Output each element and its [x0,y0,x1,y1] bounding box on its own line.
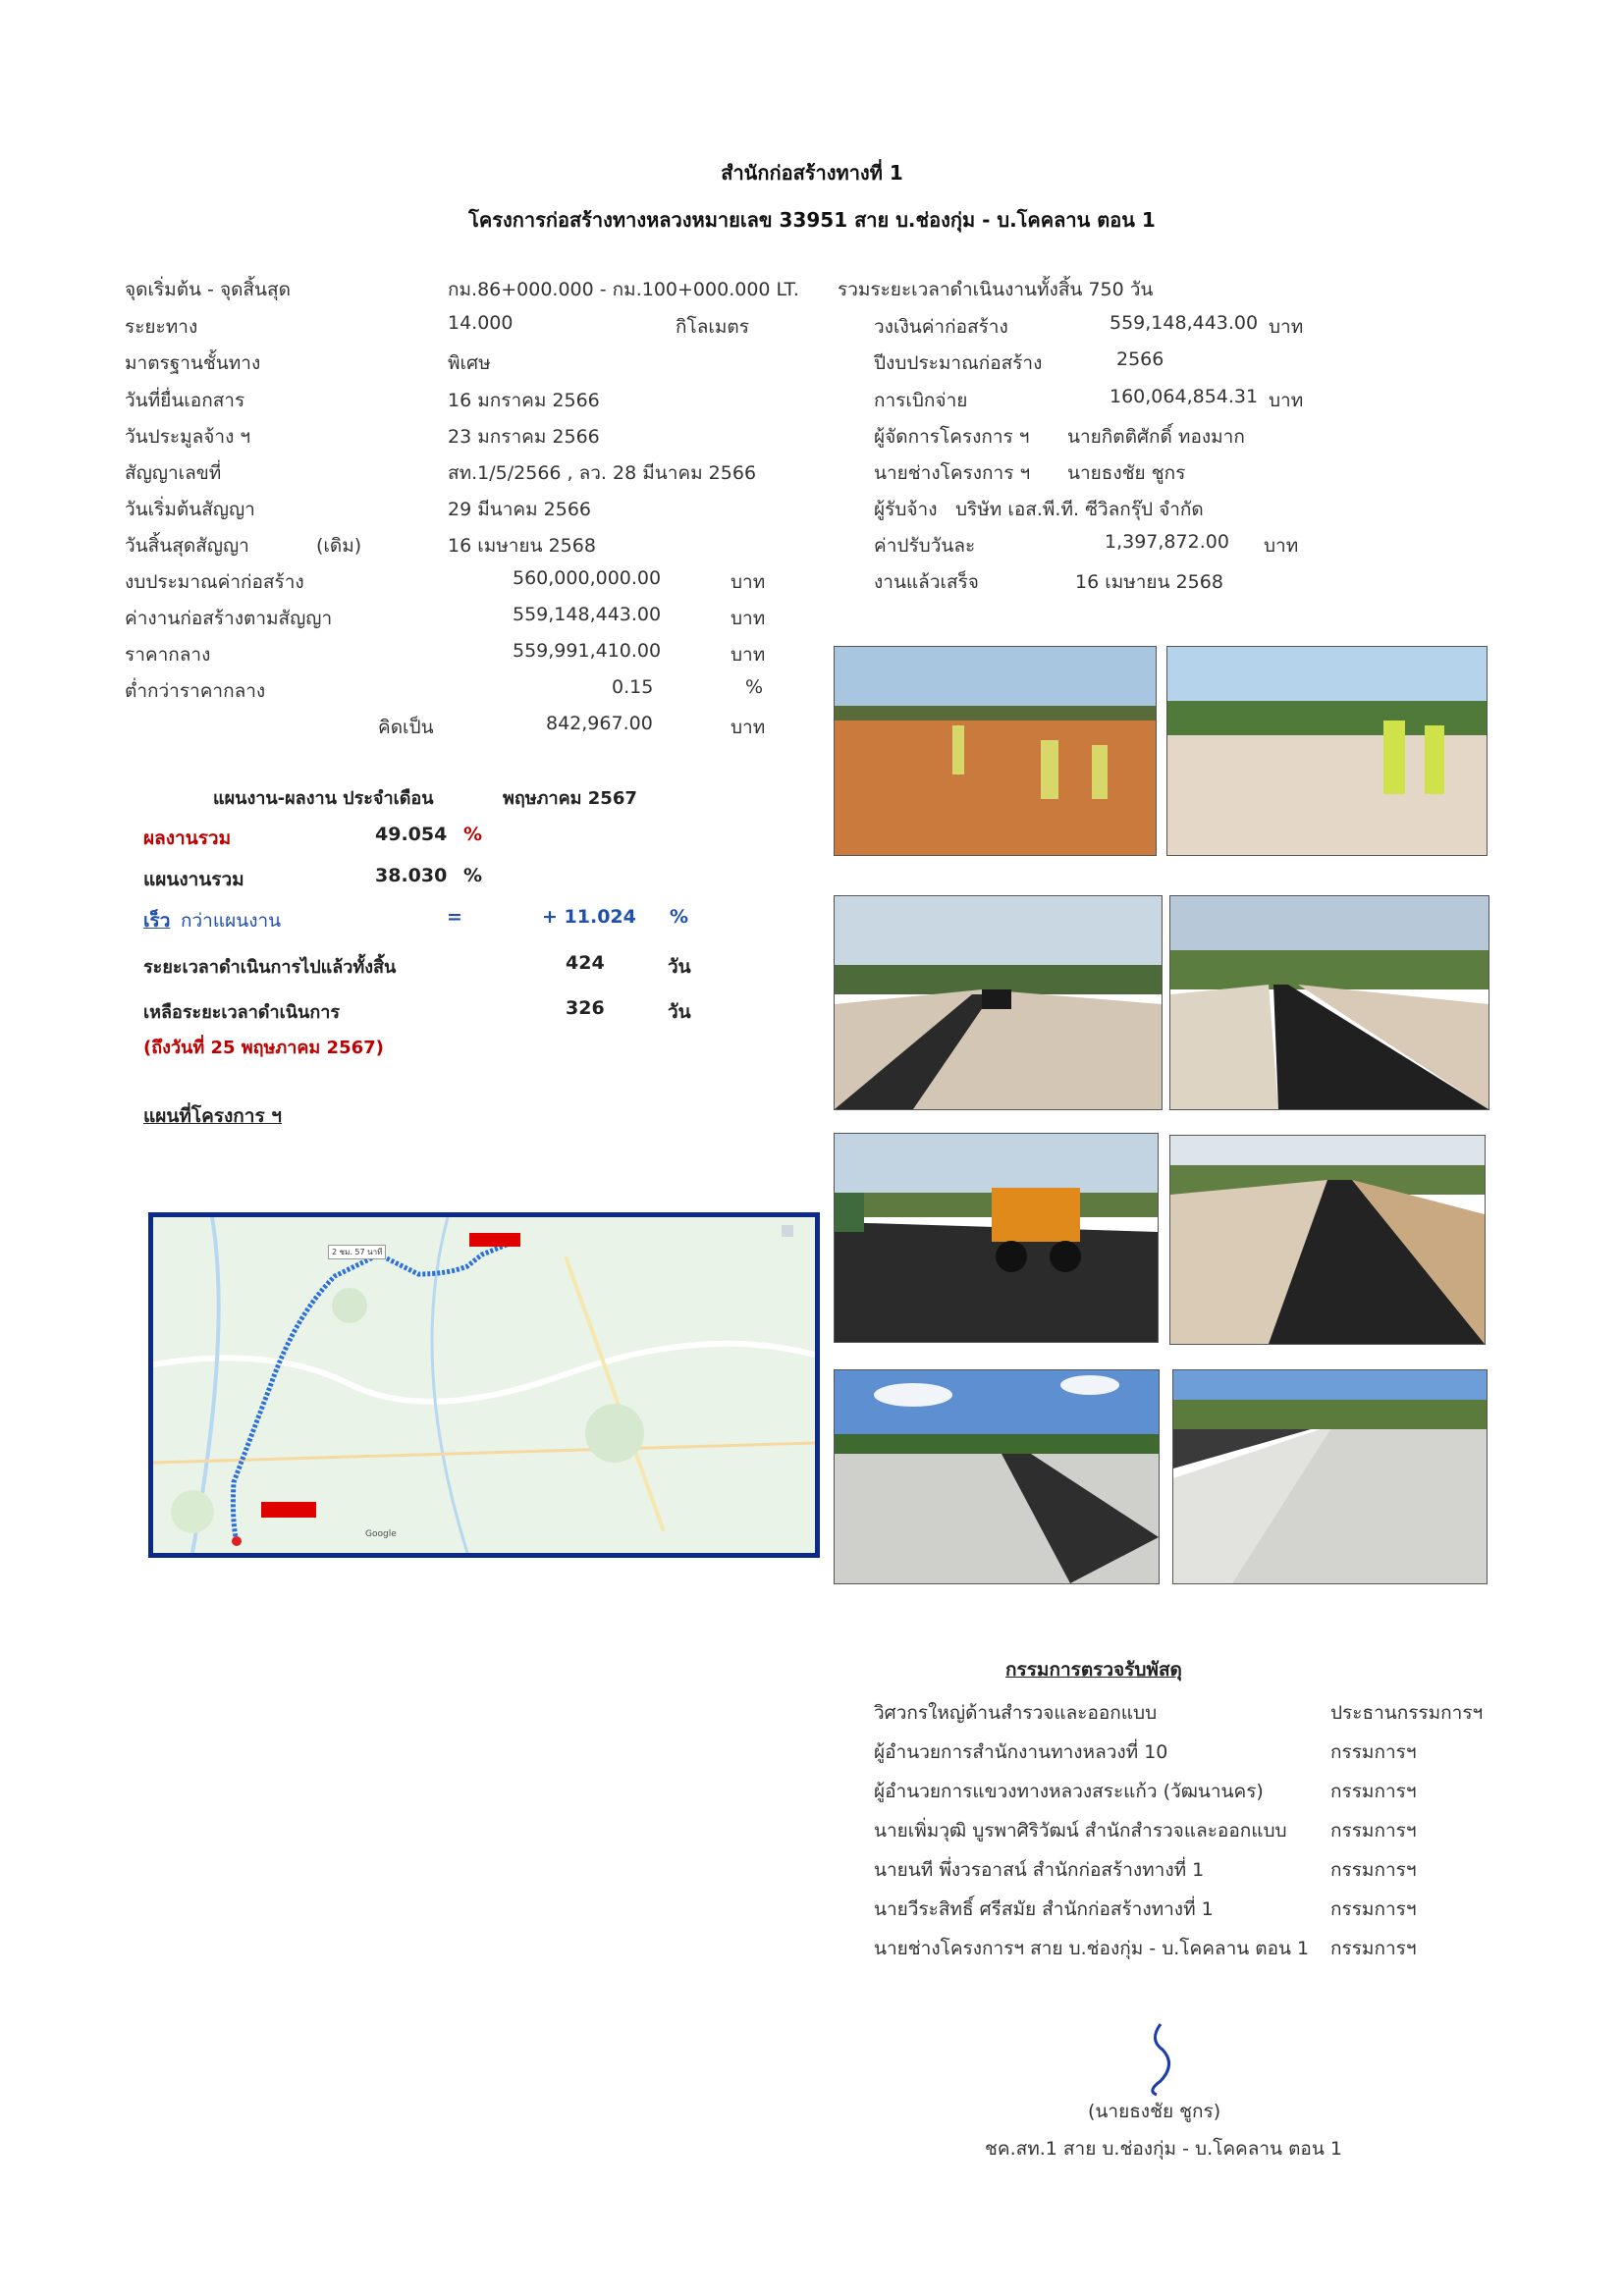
equivalent-value: 842,967.00 [546,713,653,734]
committee-heading: กรรมการตรวจรับพัสดุ [1005,1659,1182,1681]
photo-survey-2 [1166,646,1488,856]
daily-fine-value: 1,397,872.00 [1105,531,1229,553]
distance-value: 14.000 [448,312,514,334]
actual-label: ผลงานรวม [143,828,232,849]
actual-unit: % [463,824,483,845]
budget-construction-label: งบประมาณค่าก่อสร้าง [125,571,304,593]
plan-label: แผนงานรวม [143,869,244,890]
committee-member: นายวีระสิทธิ์ ศรีสมัย สำนักก่อสร้างทางที่ 1 [874,1898,1214,1920]
daily-fine-label: ค่าปรับวันละ [874,535,976,557]
project-map[interactable] [148,1212,820,1558]
project-engineer-label: นายช่างโครงการ ฯ [874,462,1031,484]
committee-member: นายนที พึ่งวรอาสน์ สำนักก่อสร้างทางที่ 1 [874,1859,1205,1881]
contract-cost-label: ค่างานก่อสร้างตามสัญญา [125,608,333,629]
contract-end-label: วันสิ้นสุดสัญญา [125,535,249,557]
contract-no-label: สัญญาเลขที่ [125,462,222,484]
committee-member: วิศวกรใหญ่ด้านสำรวจและออกแบบ [874,1702,1158,1724]
standard-label: มาตรฐานชั้นทาง [125,352,261,374]
photo-concrete [834,1369,1160,1584]
fast-label: กว่าแผนงาน [181,910,282,932]
committee-role: กรรมการฯ [1330,1781,1417,1802]
remain-unit: วัน [668,1001,691,1023]
route-line [153,1217,815,1553]
disbursement-unit: บาท [1269,390,1304,411]
signature-position: ชค.สท.1 สาย บ.ช่องกุ่ม - บ.โคคลาน ตอน 1 [985,2138,1342,2160]
contract-start-value: 29 มีนาคม 2566 [448,499,592,520]
map-heading: แผนที่โครงการ ฯ [143,1105,282,1127]
budget-limit-label: วงเงินค่าก่อสร้าง [874,316,1008,338]
contract-no-value: สท.1/5/2566 , ลว. 28 มีนาคม 2566 [448,462,757,484]
photo-asphalt [1169,1135,1486,1345]
budget-limit-value: 559,148,443.00 [1110,312,1259,334]
elapsed-unit: วัน [668,956,691,978]
start-pin-icon [232,1536,242,1546]
photo-survey-1 [834,646,1157,856]
project-manager-label: ผู้จัดการโครงการ ฯ [874,426,1030,448]
contractor-label: ผู้รับจ้าง [874,499,938,520]
daily-fine-unit: บาท [1264,535,1299,557]
equivalent-label: คิดเป็น [378,717,434,738]
committee-member: ผู้อำนวยการสำนักงานทางหลวงที่ 10 [874,1741,1168,1763]
completion-label: งานแล้วเสร็จ [874,571,979,593]
signature-name: (นายธงชัย ชูกร) [1088,2101,1221,2122]
signature-mark [1141,2020,1180,2099]
budget-limit-unit: บาท [1269,316,1304,338]
committee-member: ผู้อำนวยการแขวงทางหลวงสระแก้ว (วัฒนานคร) [874,1781,1264,1802]
project-title: โครงการก่อสร้างทางหลวงหมายเลข 33951 สาย บ.ช่องกุ่ม - บ.โคคลาน ตอน 1 [468,208,1156,232]
disbursement-label: การเบิกจ่าย [874,390,968,411]
project-manager-value: นายกิตติศักดิ์ ทองมาก [1067,426,1245,448]
submit-date-value: 16 มกราคม 2566 [448,390,600,411]
contractor-value: บริษัท เอส.พี.ที. ซีวิลกรุ๊ป จำกัด [955,499,1204,520]
bid-date-value: 23 มกราคม 2566 [448,426,600,448]
median-price-value: 559,991,410.00 [513,640,662,662]
distance-unit: กิโลเมตร [676,316,749,338]
fast-unit: % [670,906,689,928]
committee-role: กรรมการฯ [1330,1898,1417,1920]
start-end-label: จุดเริ่มต้น - จุดสิ้นสุด [125,279,291,300]
elapsed-label: ระยะเวลาดำเนินการไปแล้วทั้งสิ้น [143,957,397,978]
budget-construction-unit: บาท [731,571,766,593]
google-logo: Google [365,1529,397,1539]
below-median-label: ต่ำกว่าราคากลาง [125,680,266,702]
below-median-unit: % [745,676,764,698]
route-distance-badge: 2 ชม. 57 นาที [328,1245,386,1259]
median-price-label: ราคากลาง [125,644,211,666]
plan-value: 38.030 [375,865,448,886]
end-marker-label [469,1233,520,1247]
contract-start-label: วันเริ่มต้นสัญญา [125,499,255,520]
office-title: สำนักก่อสร้างทางที่ 1 [721,161,903,185]
start-end-value: กม.86+000.000 - กม.100+000.000 LT. [448,279,799,300]
committee-member: นายเพิ่มวุฒิ บูรพาศิริวัฒน์ สำนักสำรวจและออกแบบ [874,1820,1287,1842]
contract-end-extra: (เดิม) [316,535,362,557]
photo-paving-1 [834,895,1163,1110]
as-of-date: (ถึงวันที่ 25 พฤษภาคม 2567) [143,1038,384,1058]
fast-word: เร็ว [143,910,171,932]
photo-roller [834,1133,1159,1343]
committee-role: ประธานกรรมการฯ [1330,1702,1484,1724]
disbursement-value: 160,064,854.31 [1110,386,1259,407]
remain-label: เหลือระยะเวลาดำเนินการ [143,1002,341,1023]
committee-role: กรรมการฯ [1330,1859,1417,1881]
bid-date-label: วันประมูลจ้าง ฯ [125,426,251,448]
distance-label: ระยะทาง [125,316,198,338]
total-duration: รวมระยะเวลาดำเนินงานทั้งสิ้น 750 วัน [838,279,1154,300]
contract-cost-value: 559,148,443.00 [513,604,662,625]
photo-curb [1172,1369,1488,1584]
plan-unit: % [463,865,483,886]
committee-role: กรรมการฯ [1330,1820,1417,1842]
actual-value: 49.054 [375,824,448,845]
median-price-unit: บาท [731,644,766,666]
standard-value: พิเศษ [448,352,491,374]
progress-heading: แผนงาน-ผลงาน ประจำเดือน [213,788,434,809]
committee-role: กรรมการฯ [1330,1938,1417,1959]
fiscal-year-value: 2566 [1116,348,1164,370]
contract-cost-unit: บาท [731,608,766,629]
start-marker-label [261,1502,316,1518]
equivalent-unit: บาท [731,717,766,738]
progress-month: พฤษภาคม 2567 [503,788,637,809]
fiscal-year-label: ปีงบประมาณก่อสร้าง [874,352,1043,374]
submit-date-label: วันที่ยื่นเอกสาร [125,390,245,411]
committee-role: กรรมการฯ [1330,1741,1417,1763]
photo-paving-2 [1169,895,1489,1110]
fast-eq: = [447,906,462,928]
elapsed-value: 424 [566,952,605,974]
fast-value: + 11.024 [542,906,636,928]
remain-value: 326 [566,997,605,1019]
completion-value: 16 เมษายน 2568 [1075,571,1223,593]
project-engineer-value: นายธงชัย ชูกร [1067,462,1186,484]
below-median-value: 0.15 [612,676,654,698]
contract-end-value: 16 เมษายน 2568 [448,535,596,557]
budget-construction-value: 560,000,000.00 [513,567,662,589]
committee-member: นายช่างโครงการฯ สาย บ.ช่องกุ่ม - บ.โคคลาน ตอน 1 [874,1938,1310,1959]
